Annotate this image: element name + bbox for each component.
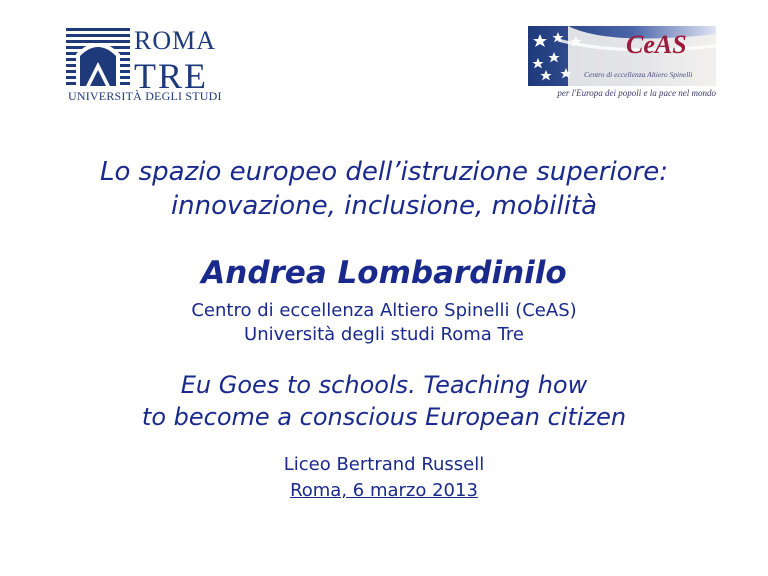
ceas-logo-tagline: per l'Europa dei popoli e la pace nel mondo: [557, 88, 716, 98]
ceas-logo-name: CeAS: [626, 30, 687, 59]
slide-title-line1: Lo spazio europeo dell’istruzione superiore:: [99, 157, 669, 187]
ceas-logo-subtitle: Centro di eccellenza Altiero Spinelli: [584, 70, 693, 79]
affiliation-line2: Università degli studi Roma Tre: [244, 324, 524, 345]
affiliation-line1: Centro di eccellenza Altiero Spinelli (CeAS): [191, 300, 577, 321]
roma-tre-emblem-icon: [66, 28, 132, 90]
date-link[interactable]: Roma, 6 marzo 2013: [290, 480, 478, 501]
roma-tre-logo-line2: TRE: [134, 56, 208, 96]
roma-tre-logo-line1: ROMA: [134, 26, 217, 55]
roma-tre-logo-line3: UNIVERSITÀ DEGLI STUDI: [68, 89, 222, 103]
date-link-row: [0, 479, 768, 503]
venue: Liceo Bertrand Russell: [283, 454, 485, 475]
ceas-logo: [528, 26, 718, 104]
slide-title-line2: innovazione, inclusione, mobilità: [170, 191, 598, 221]
subtitle-line2: to become a conscious European citizen: [141, 403, 627, 431]
author-name: Andrea Lombardinilo: [201, 255, 567, 291]
subtitle-line1: Eu Goes to schools. Teaching how: [180, 371, 588, 399]
roma-tre-logo: [66, 28, 226, 104]
